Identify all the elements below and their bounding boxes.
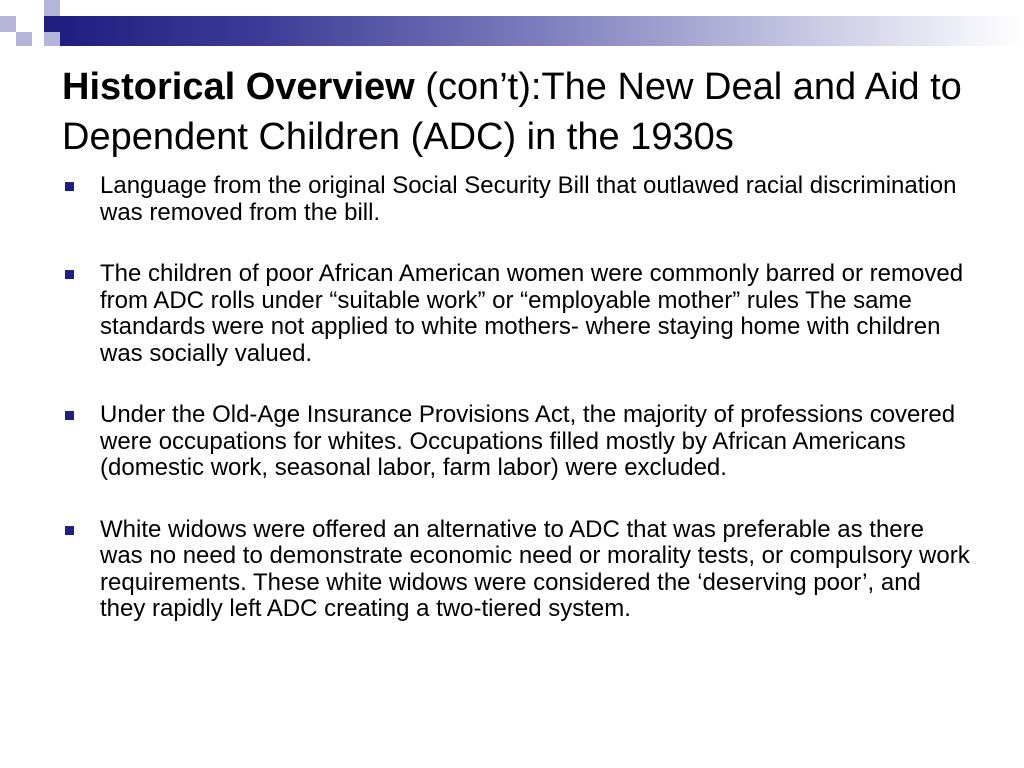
bullet-item — [62, 261, 972, 367]
header-gradient-bar — [60, 16, 1024, 46]
square-bullet-icon — [65, 411, 74, 420]
bullet-text: The children of poor African American women were commonly barred or removed from ADC rolls under “suitable work” or “employable mother” rules The same standards were not applied to white mothers- where staying home with children was socially valued. — [100, 260, 964, 367]
decor-square — [44, 32, 60, 46]
square-bullet-icon — [65, 526, 74, 535]
decor-square — [0, 0, 16, 16]
bullet-text: White widows were offered an alternative to ADC that was preferable as there was no need to demonstrate economic need or morality tests, or compulsory work requirements. These white widows were considered the ‘deserving poor’, and they rapidly left ADC creating a two-tiered system. — [100, 515, 970, 622]
bullet-item — [62, 517, 972, 623]
header-decoration — [0, 0, 1024, 46]
bullet-text: Under the Old-Age Insurance Provisions Act, the majority of professions covered were occupations for whites. Occupations filled mostly by African Americans (domestic work, seasonal labor, farm labor) were excluded. — [100, 401, 956, 481]
bullet-item — [62, 402, 972, 482]
decor-square — [44, 16, 60, 32]
square-bullet-icon — [65, 270, 74, 279]
bullet-list — [62, 173, 972, 658]
decor-square — [16, 32, 32, 46]
slide-title-bold: Historical Overview — [62, 66, 415, 108]
bullet-text: Language from the original Social Security Bill that outlawed racial discrimination was removed from the bill. — [100, 172, 957, 226]
decor-square — [32, 32, 44, 46]
square-bullet-icon — [65, 182, 74, 191]
slide-title — [62, 62, 982, 162]
decor-square — [16, 16, 44, 32]
decor-square — [0, 16, 16, 32]
slide-title-rest: (con’t):The New Deal and Aid to Dependent Children (ADC) in the 1930s — [62, 66, 962, 158]
bullet-item — [62, 173, 972, 226]
decor-square — [44, 0, 60, 16]
decor-square — [16, 0, 44, 16]
